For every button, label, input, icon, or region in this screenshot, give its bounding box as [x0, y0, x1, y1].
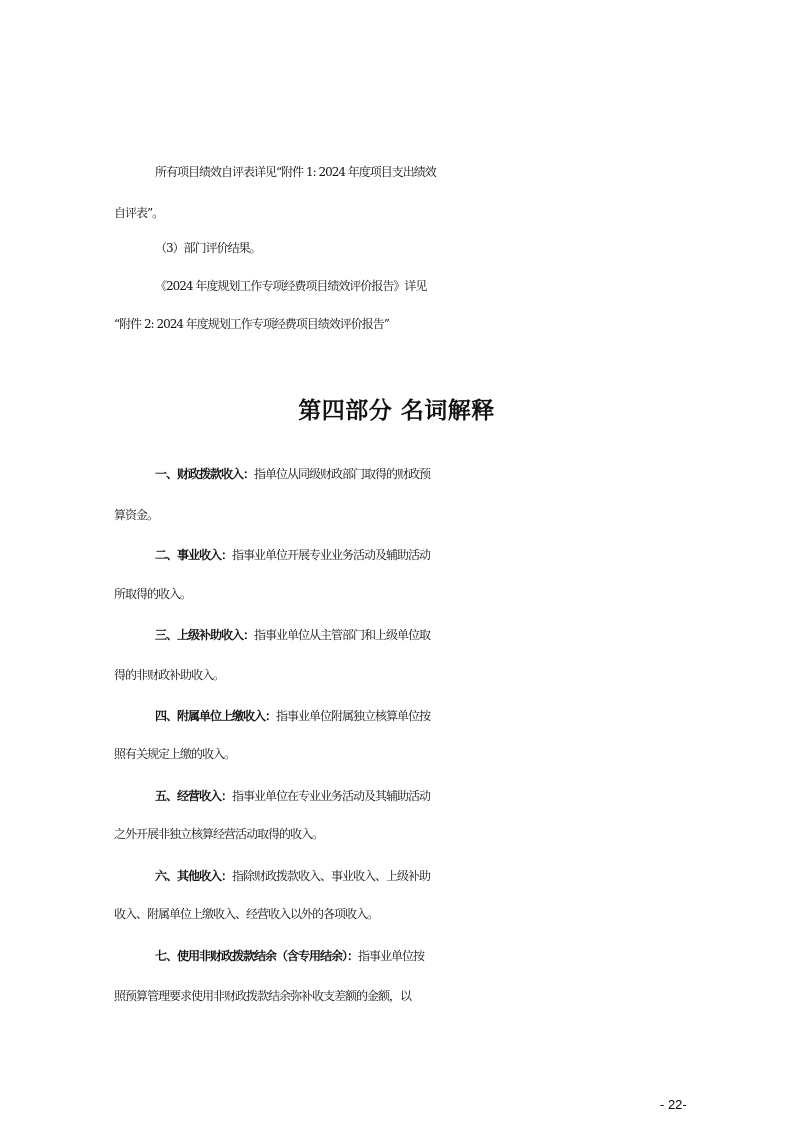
term-3-definition: 指事业单位从主管部门和上级单位取 [254, 628, 431, 642]
term-4-definition: 指事业单位附属独立核算单位按 [276, 709, 431, 723]
term-1-definition: 指单位从同级财政部门取得的财政预 [254, 467, 431, 481]
term-6-definition: 指除财政拨款收入、事业收入、上级补助 [232, 869, 431, 883]
term-6-label: 六、其他收入： [155, 869, 233, 883]
term-3-line-1 [0, 621, 793, 649]
term-7-line-1 [0, 942, 793, 970]
term-5-label: 五、经营收入： [155, 789, 233, 803]
term-2-label: 二、事业收入： [155, 548, 233, 562]
term-7-line-2: 照预算管理要求使用非财政拨款结余弥补收支差额的金额，以 [114, 989, 412, 1003]
term-6-line-1 [0, 862, 793, 890]
intro-paragraph-1-line-2: 自评表”。 [114, 206, 164, 220]
intro-paragraph-2: （3）部门评价结果。 [155, 241, 261, 255]
term-5-line-2: 之外开展非独立核算经营活动取得的收入。 [114, 827, 324, 841]
term-2-line-2: 所取得的收入。 [114, 587, 192, 601]
term-7-definition: 指事业单位按 [358, 949, 425, 963]
term-1-line-2: 算资金。 [114, 508, 159, 522]
term-4-line-2: 照有关规定上缴的收入。 [114, 747, 236, 761]
term-1-line-1 [0, 460, 793, 488]
intro-paragraph-3-line-2: “附件 2: 2024 年度规划工作专项经费项目绩效评价报告” [114, 317, 389, 331]
term-6-line-2: 收入、附属单位上缴收入、经营收入以外的各项收入。 [114, 907, 379, 921]
term-5-line-1 [0, 782, 793, 810]
term-3-line-2: 得的非财政补助收入。 [114, 668, 225, 682]
term-2-line-1 [0, 541, 793, 569]
term-2-definition: 指事业单位开展专业业务活动及辅助活动 [232, 548, 431, 562]
term-4-line-1 [0, 702, 793, 730]
page-number: - 22- [660, 1097, 687, 1112]
term-3-label: 三、上级补助收入： [155, 628, 255, 642]
term-5-definition: 指事业单位在专业业务活动及其辅助活动 [232, 789, 431, 803]
section-title: 第四部分 名词解释 [298, 398, 495, 424]
intro-paragraph-1-line-1: 所有项目绩效自评表详见“附件 1: 2024 年度项目支出绩效 [155, 165, 436, 179]
intro-paragraph-3-line-1: 《2024 年度规划工作专项经费项目绩效评价报告》详见 [155, 279, 427, 293]
term-7-label: 七、使用非财政拨款结余（含专用结余）： [155, 949, 359, 963]
term-1-label: 一、财政拨款收入： [155, 467, 255, 481]
term-4-label: 四、附属单位上缴收入： [155, 709, 277, 723]
